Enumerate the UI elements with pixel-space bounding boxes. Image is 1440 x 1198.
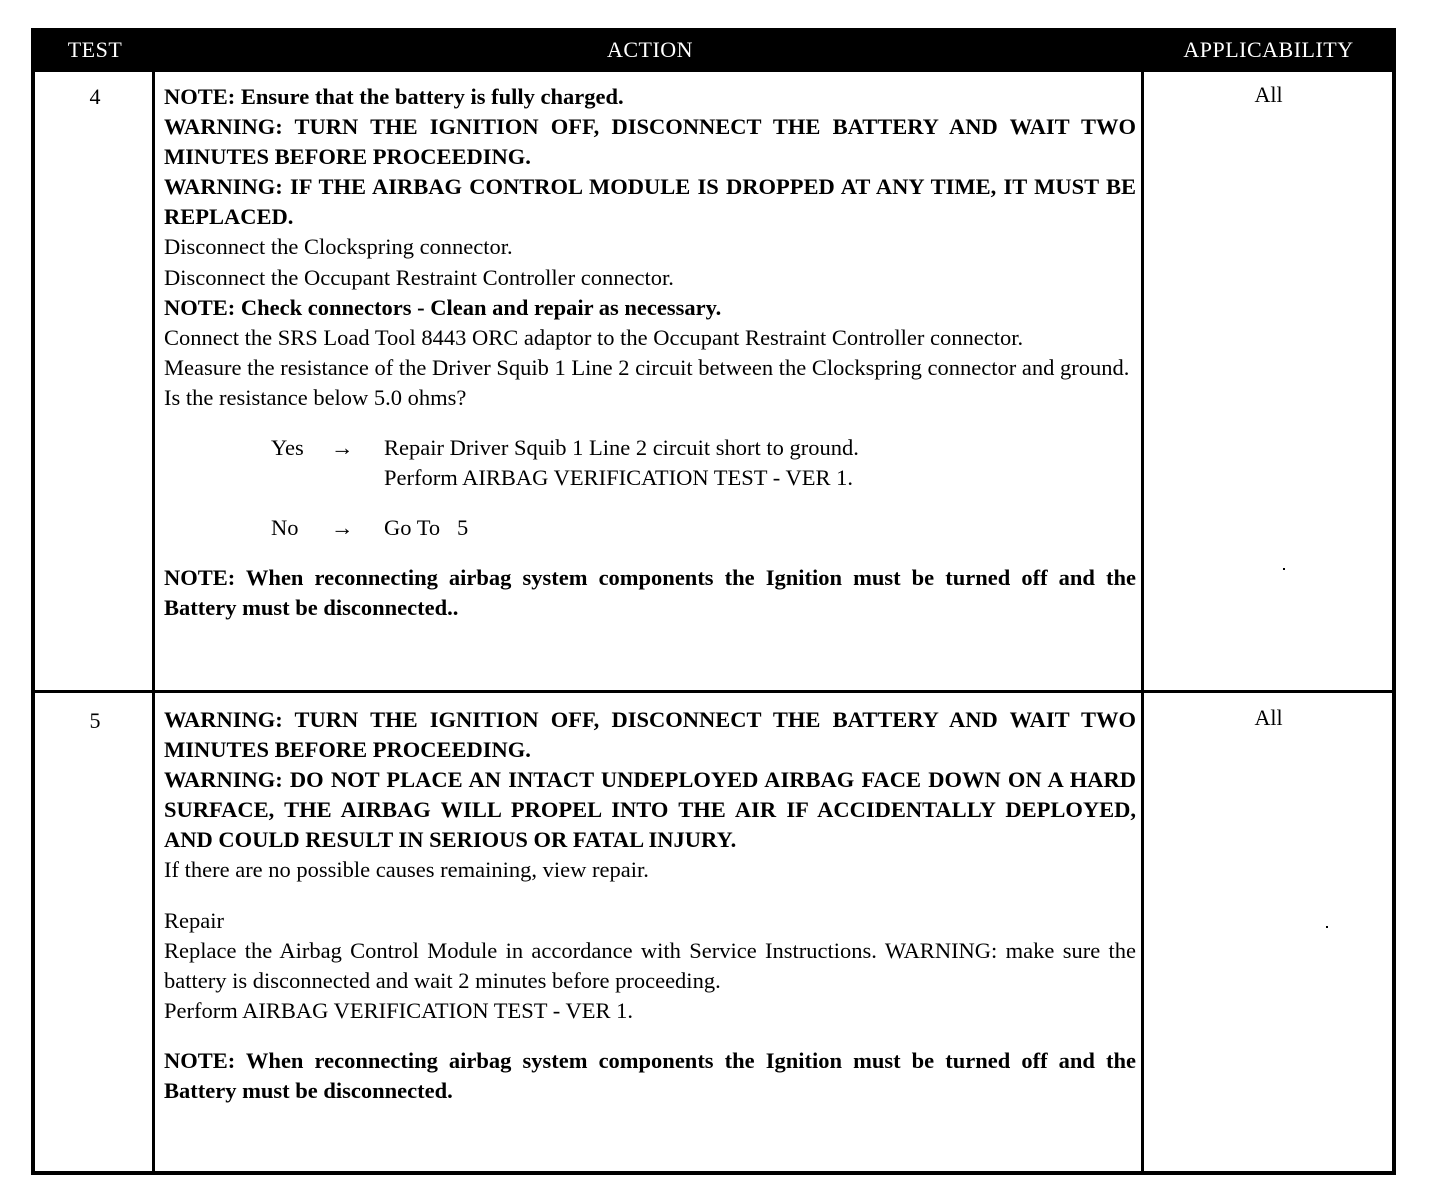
warning-line: WARNING: TURN THE IGNITION OFF, DISCONNECT THE BATTERY AND WAIT TWO MINUTES BEFORE PROCEEDING.	[164, 114, 1136, 170]
scan-speck	[1283, 568, 1285, 570]
warning-line: WARNING: IF THE AIRBAG CONTROL MODULE IS DROPPED AT ANY TIME, IT MUST BE REPLACED.	[164, 174, 1136, 230]
action-cell	[164, 705, 1136, 1106]
no-action: Go To 5	[384, 515, 469, 541]
header-applicability: APPLICABILITY	[1183, 37, 1354, 62]
repair-verify: Perform AIRBAG VERIFICATION TEST - VER 1.	[164, 997, 633, 1023]
warning-line: WARNING: TURN THE IGNITION OFF, DISCONNECT THE BATTERY AND WAIT TWO MINUTES BEFORE PROCEEDING.	[164, 707, 1136, 763]
row-divider	[35, 690, 1392, 693]
note-line: NOTE: Check connectors - Clean and repair as necessary.	[164, 294, 722, 320]
table-header	[35, 32, 1392, 72]
column-divider	[152, 72, 155, 1175]
header-test: TEST	[67, 37, 123, 62]
no-label: No	[271, 515, 299, 541]
yes-verify: Perform AIRBAG VERIFICATION TEST - VER 1.	[384, 465, 853, 491]
repair-label: Repair	[164, 907, 224, 933]
instruction-line: Connect the SRS Load Tool 8443 ORC adaptor to the Occupant Restraint Controller connector.	[164, 324, 1024, 350]
test-number: 5	[89, 708, 101, 733]
instruction-line: If there are no possible causes remaining, view repair.	[164, 857, 649, 883]
yes-choice	[271, 433, 1136, 493]
scan-speck	[1326, 926, 1328, 928]
yes-action: Repair Driver Squib 1 Line 2 circuit short to ground.	[384, 435, 859, 461]
action-cell	[164, 82, 1136, 624]
header-action: ACTION	[606, 37, 694, 62]
applicability-value: All	[1254, 82, 1283, 107]
instruction-line: Disconnect the Occupant Restraint Controller connector.	[164, 264, 674, 290]
applicability-value: All	[1254, 705, 1283, 730]
arrow-right-icon: →	[331, 435, 354, 461]
repair-text: Replace the Airbag Control Module in accordance with Service Instructions. WARNING: make sure the battery is disconnected and wait 2 minutes before proceeding.	[164, 937, 1136, 993]
note-line: NOTE: When reconnecting airbag system components the Ignition must be turned off and the Battery must be disconnected.	[164, 1047, 1136, 1104]
no-choice	[271, 513, 1136, 543]
instruction-line: Measure the resistance of the Driver Squib 1 Line 2 circuit between the Clockspring connector and ground.	[164, 354, 1130, 380]
yes-label: Yes	[271, 435, 304, 461]
question-line: Is the resistance below 5.0 ohms?	[164, 384, 467, 410]
instruction-line: Disconnect the Clockspring connector.	[164, 234, 513, 260]
column-divider	[1141, 72, 1144, 1175]
warning-line: WARNING: DO NOT PLACE AN INTACT UNDEPLOYED AIRBAG FACE DOWN ON A HARD SURFACE, THE AIRBAG WILL PROPEL INTO THE AIR IF ACCIDENTALLY DEPLOYED, AND COULD RESULT IN SERIOUS OR FATAL INJURY.	[164, 767, 1136, 853]
diagnostic-table	[31, 28, 1396, 1175]
test-number: 4	[89, 84, 101, 109]
arrow-right-icon: →	[331, 515, 354, 541]
note-line: NOTE: When reconnecting airbag system components the Ignition must be turned off and the Battery must be disconnected..	[164, 565, 1136, 621]
note-line: NOTE: Ensure that the battery is fully charged.	[164, 84, 624, 109]
